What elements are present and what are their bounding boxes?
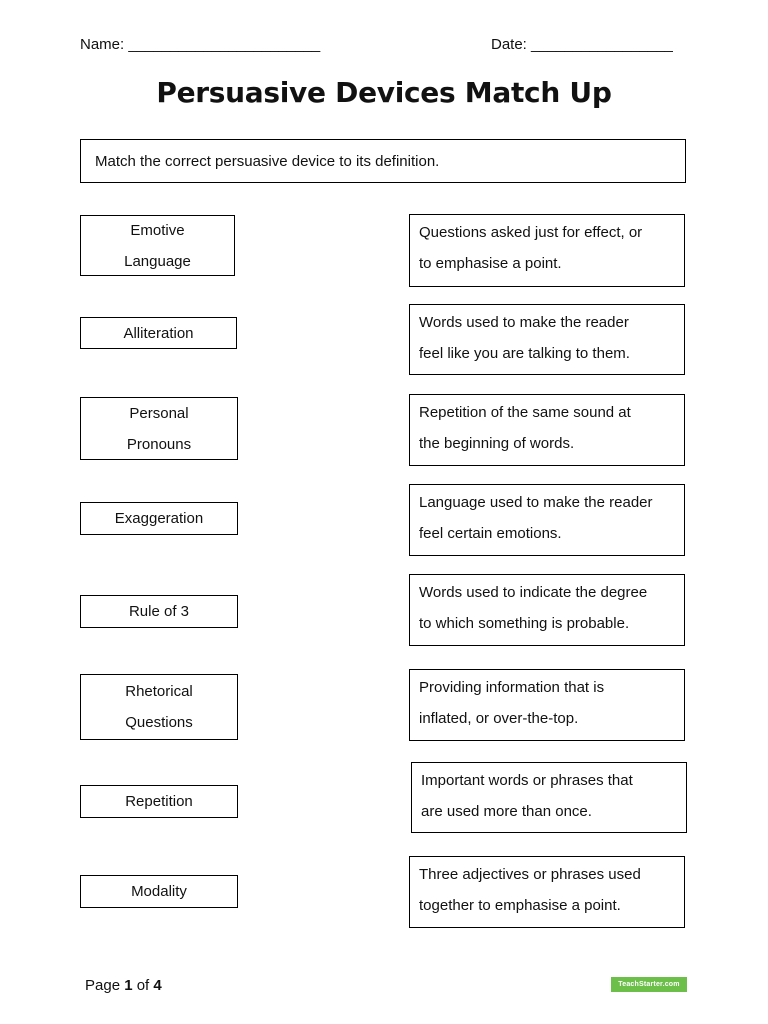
device-label-line1: Rhetorical (125, 683, 193, 700)
definition-line1: Questions asked just for effect, or (419, 224, 643, 241)
definition-box-3 (409, 394, 685, 466)
name-field-label: Name: _______________________ (80, 36, 321, 53)
device-label-line2: Language (124, 252, 191, 270)
definition-line2: to which something is probable. (419, 615, 630, 632)
page-of: of (132, 977, 154, 994)
definition-line1: Language used to make the reader (419, 494, 653, 511)
teachstarter-logo (611, 977, 687, 992)
device-box-modality (80, 875, 238, 908)
device-box-exaggeration (80, 502, 238, 535)
device-label-line1: Alliteration (123, 324, 194, 342)
device-label-line1: Rule of 3 (128, 603, 190, 620)
page-total: 4 (153, 977, 162, 994)
worksheet-title: Persuasive Devices Match Up (156, 76, 612, 109)
device-label-line2: Questions (125, 714, 193, 731)
device-box-emotive-language (80, 215, 235, 276)
definition-box-8 (409, 856, 685, 928)
definition-box-7 (411, 762, 687, 833)
definition-line2: inflated, or over-the-top. (419, 710, 579, 727)
device-label-line1: Personal (129, 404, 189, 422)
device-label-line2: Pronouns (126, 435, 192, 453)
definition-line2: are used more than once. (421, 803, 592, 820)
definition-line1: Important words or phrases that (421, 772, 633, 789)
device-label-line1: Modality (131, 883, 187, 900)
definition-box-2 (409, 304, 685, 375)
definition-box-4 (409, 484, 685, 556)
page-prefix: Page (85, 977, 125, 994)
device-label-line1: Repetition (125, 793, 193, 810)
device-box-personal-pronouns (80, 397, 238, 460)
device-box-rhetorical-questions (80, 674, 238, 740)
definition-line2: feel certain emotions. (419, 525, 562, 542)
definition-line2: together to emphasise a point. (419, 897, 621, 914)
device-box-alliteration (80, 317, 237, 349)
definition-box-6 (409, 669, 685, 741)
logo-text: TeachStarter.com (618, 981, 680, 988)
definition-line1: Three adjectives or phrases used (419, 866, 641, 883)
definition-line2: to emphasise a point. (419, 255, 562, 272)
definition-line2: feel like you are talking to them. (419, 345, 630, 362)
definition-line1: Repetition of the same sound at (419, 404, 631, 421)
date-field-label: Date: _________________ (491, 36, 673, 53)
definition-line1: Words used to make the reader (419, 314, 629, 331)
device-box-rule-of-3 (80, 595, 238, 628)
device-label-line1: Exaggeration (114, 510, 204, 527)
device-label-line1: Emotive (130, 221, 185, 239)
definition-line2: the beginning of words. (419, 435, 575, 452)
definition-box-5 (409, 574, 685, 646)
instruction-text: Match the correct persuasive device to its definition. (95, 153, 440, 170)
definition-line1: Words used to indicate the degree (419, 584, 648, 601)
definition-line1: Providing information that is (419, 679, 605, 696)
page-indicator (85, 977, 162, 994)
definition-box-1 (409, 214, 685, 287)
device-box-repetition (80, 785, 238, 818)
instruction-box (80, 139, 686, 183)
page-current: 1 (124, 977, 133, 994)
